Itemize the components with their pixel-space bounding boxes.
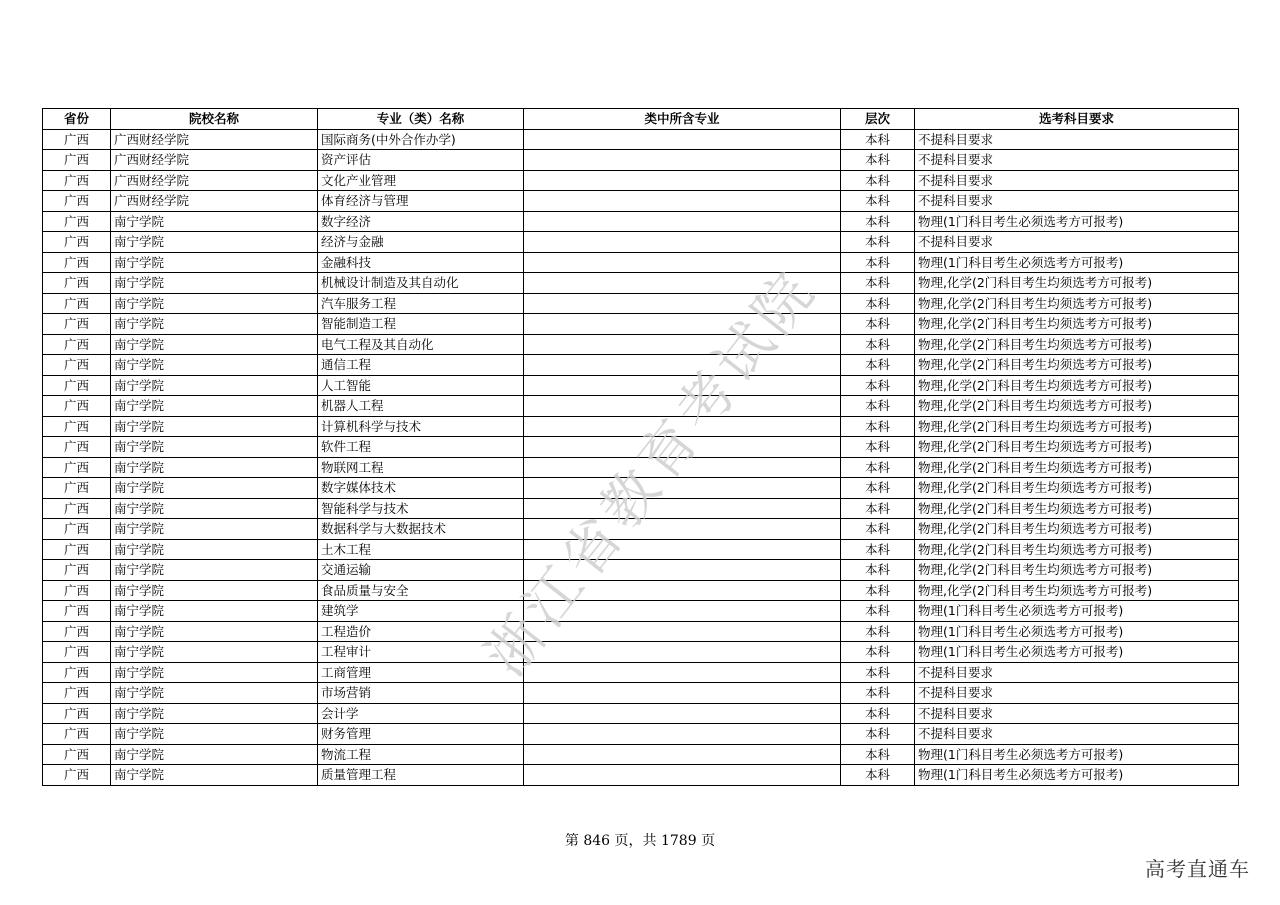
cell-province: 广西 — [43, 375, 111, 396]
cell-province: 广西 — [43, 724, 111, 745]
cell-major-name: 资产评估 — [318, 150, 524, 171]
cell-major-name: 物流工程 — [318, 744, 524, 765]
cell-level: 本科 — [841, 355, 915, 376]
cell-province: 广西 — [43, 437, 111, 458]
cell-province: 广西 — [43, 150, 111, 171]
cell-level: 本科 — [841, 191, 915, 212]
table-row — [43, 539, 1239, 560]
cell-included-majors — [524, 560, 841, 581]
cell-subject-requirement: 物理,化学(2门科目考生均须选考方可报考) — [915, 355, 1239, 376]
table-row — [43, 375, 1239, 396]
header-level: 层次 — [841, 109, 915, 130]
cell-subject-requirement: 不提科目要求 — [915, 662, 1239, 683]
cell-school-name: 南宁学院 — [111, 416, 318, 437]
cell-province: 广西 — [43, 334, 111, 355]
cell-major-name: 智能科学与技术 — [318, 498, 524, 519]
cell-subject-requirement: 物理,化学(2门科目考生均须选考方可报考) — [915, 437, 1239, 458]
cell-school-name: 南宁学院 — [111, 539, 318, 560]
cell-level: 本科 — [841, 293, 915, 314]
cell-included-majors — [524, 150, 841, 171]
cell-province: 广西 — [43, 232, 111, 253]
cell-subject-requirement: 不提科目要求 — [915, 129, 1239, 150]
cell-subject-requirement: 物理,化学(2门科目考生均须选考方可报考) — [915, 273, 1239, 294]
cell-included-majors — [524, 211, 841, 232]
table-row — [43, 724, 1239, 745]
table-row — [43, 642, 1239, 663]
table-row — [43, 683, 1239, 704]
cell-subject-requirement: 不提科目要求 — [915, 232, 1239, 253]
cell-level: 本科 — [841, 416, 915, 437]
cell-school-name: 南宁学院 — [111, 334, 318, 355]
header-included-majors: 类中所含专业 — [524, 109, 841, 130]
cell-subject-requirement: 物理(1门科目考生必须选考方可报考) — [915, 621, 1239, 642]
table-row — [43, 232, 1239, 253]
cell-included-majors — [524, 642, 841, 663]
cell-included-majors — [524, 539, 841, 560]
cell-included-majors — [524, 416, 841, 437]
cell-level: 本科 — [841, 621, 915, 642]
cell-level: 本科 — [841, 642, 915, 663]
table-row — [43, 703, 1239, 724]
cell-major-name: 金融科技 — [318, 252, 524, 273]
cell-major-name: 工商管理 — [318, 662, 524, 683]
table-row — [43, 170, 1239, 191]
cell-level: 本科 — [841, 150, 915, 171]
table-row — [43, 129, 1239, 150]
cell-province: 广西 — [43, 273, 111, 294]
table-row — [43, 478, 1239, 499]
table-row — [43, 416, 1239, 437]
cell-included-majors — [524, 457, 841, 478]
cell-level: 本科 — [841, 273, 915, 294]
cell-school-name: 广西财经学院 — [111, 191, 318, 212]
cell-school-name: 广西财经学院 — [111, 129, 318, 150]
cell-school-name: 南宁学院 — [111, 683, 318, 704]
table-header-row — [43, 109, 1239, 130]
cell-level: 本科 — [841, 375, 915, 396]
cell-major-name: 会计学 — [318, 703, 524, 724]
table-row — [43, 621, 1239, 642]
cell-included-majors — [524, 129, 841, 150]
table-row — [43, 519, 1239, 540]
cell-subject-requirement: 物理(1门科目考生必须选考方可报考) — [915, 765, 1239, 786]
cell-level: 本科 — [841, 437, 915, 458]
cell-province: 广西 — [43, 662, 111, 683]
cell-major-name: 物联网工程 — [318, 457, 524, 478]
cell-school-name: 南宁学院 — [111, 642, 318, 663]
cell-included-majors — [524, 355, 841, 376]
cell-major-name: 工程造价 — [318, 621, 524, 642]
cell-level: 本科 — [841, 396, 915, 417]
table-row — [43, 580, 1239, 601]
cell-subject-requirement: 物理,化学(2门科目考生均须选考方可报考) — [915, 416, 1239, 437]
cell-included-majors — [524, 437, 841, 458]
table-body — [43, 129, 1239, 785]
header-province: 省份 — [43, 109, 111, 130]
cell-level: 本科 — [841, 580, 915, 601]
table-row — [43, 334, 1239, 355]
cell-province: 广西 — [43, 457, 111, 478]
cell-included-majors — [524, 334, 841, 355]
table-row — [43, 273, 1239, 294]
cell-subject-requirement: 物理,化学(2门科目考生均须选考方可报考) — [915, 375, 1239, 396]
cell-school-name: 南宁学院 — [111, 560, 318, 581]
cell-level: 本科 — [841, 703, 915, 724]
cell-major-name: 国际商务(中外合作办学) — [318, 129, 524, 150]
cell-major-name: 计算机科学与技术 — [318, 416, 524, 437]
cell-subject-requirement: 物理,化学(2门科目考生均须选考方可报考) — [915, 334, 1239, 355]
cell-subject-requirement: 物理,化学(2门科目考生均须选考方可报考) — [915, 396, 1239, 417]
cell-subject-requirement: 物理,化学(2门科目考生均须选考方可报考) — [915, 314, 1239, 335]
table-row — [43, 150, 1239, 171]
cell-major-name: 市场营销 — [318, 683, 524, 704]
cell-school-name: 南宁学院 — [111, 580, 318, 601]
cell-level: 本科 — [841, 765, 915, 786]
table-row — [43, 560, 1239, 581]
cell-included-majors — [524, 314, 841, 335]
cell-subject-requirement: 物理,化学(2门科目考生均须选考方可报考) — [915, 580, 1239, 601]
cell-province: 广西 — [43, 129, 111, 150]
table-row — [43, 314, 1239, 335]
cell-included-majors — [524, 293, 841, 314]
cell-included-majors — [524, 724, 841, 745]
cell-subject-requirement: 物理,化学(2门科目考生均须选考方可报考) — [915, 498, 1239, 519]
cell-included-majors — [524, 498, 841, 519]
cell-school-name: 广西财经学院 — [111, 170, 318, 191]
cell-major-name: 智能制造工程 — [318, 314, 524, 335]
cell-level: 本科 — [841, 478, 915, 499]
cell-subject-requirement: 不提科目要求 — [915, 150, 1239, 171]
cell-subject-requirement: 物理,化学(2门科目考生均须选考方可报考) — [915, 478, 1239, 499]
watermark: 浙江省教育考试院 — [473, 257, 830, 689]
cell-province: 广西 — [43, 744, 111, 765]
cell-province: 广西 — [43, 519, 111, 540]
cell-school-name: 南宁学院 — [111, 662, 318, 683]
cell-level: 本科 — [841, 724, 915, 745]
cell-school-name: 广西财经学院 — [111, 150, 318, 171]
cell-included-majors — [524, 580, 841, 601]
cell-school-name: 南宁学院 — [111, 211, 318, 232]
cell-level: 本科 — [841, 601, 915, 622]
cell-included-majors — [524, 232, 841, 253]
table-row — [43, 355, 1239, 376]
cell-included-majors — [524, 683, 841, 704]
table-row — [43, 498, 1239, 519]
cell-level: 本科 — [841, 744, 915, 765]
cell-school-name: 南宁学院 — [111, 252, 318, 273]
header-school-name: 院校名称 — [111, 109, 318, 130]
cell-school-name: 南宁学院 — [111, 314, 318, 335]
cell-province: 广西 — [43, 211, 111, 232]
cell-province: 广西 — [43, 314, 111, 335]
cell-included-majors — [524, 744, 841, 765]
cell-school-name: 南宁学院 — [111, 498, 318, 519]
cell-school-name: 南宁学院 — [111, 457, 318, 478]
table-row — [43, 293, 1239, 314]
cell-major-name: 建筑学 — [318, 601, 524, 622]
cell-included-majors — [524, 252, 841, 273]
cell-subject-requirement: 不提科目要求 — [915, 724, 1239, 745]
table-row — [43, 601, 1239, 622]
cell-subject-requirement: 物理,化学(2门科目考生均须选考方可报考) — [915, 519, 1239, 540]
cell-major-name: 食品质量与安全 — [318, 580, 524, 601]
cell-major-name: 经济与金融 — [318, 232, 524, 253]
cell-major-name: 通信工程 — [318, 355, 524, 376]
cell-school-name: 南宁学院 — [111, 724, 318, 745]
cell-school-name: 南宁学院 — [111, 375, 318, 396]
cell-level: 本科 — [841, 252, 915, 273]
cell-province: 广西 — [43, 252, 111, 273]
cell-subject-requirement: 物理(1门科目考生必须选考方可报考) — [915, 642, 1239, 663]
cell-level: 本科 — [841, 334, 915, 355]
cell-province: 广西 — [43, 642, 111, 663]
cell-included-majors — [524, 396, 841, 417]
table-row — [43, 437, 1239, 458]
cell-subject-requirement: 不提科目要求 — [915, 683, 1239, 704]
cell-school-name: 南宁学院 — [111, 744, 318, 765]
cell-province: 广西 — [43, 170, 111, 191]
cell-level: 本科 — [841, 560, 915, 581]
table-row — [43, 662, 1239, 683]
cell-province: 广西 — [43, 478, 111, 499]
cell-level: 本科 — [841, 129, 915, 150]
cell-province: 广西 — [43, 621, 111, 642]
cell-subject-requirement: 物理,化学(2门科目考生均须选考方可报考) — [915, 539, 1239, 560]
cell-subject-requirement: 不提科目要求 — [915, 703, 1239, 724]
cell-subject-requirement: 物理,化学(2门科目考生均须选考方可报考) — [915, 560, 1239, 581]
cell-province: 广西 — [43, 498, 111, 519]
cell-included-majors — [524, 621, 841, 642]
cell-level: 本科 — [841, 170, 915, 191]
cell-subject-requirement: 不提科目要求 — [915, 191, 1239, 212]
table-row — [43, 252, 1239, 273]
cell-subject-requirement: 物理,化学(2门科目考生均须选考方可报考) — [915, 457, 1239, 478]
cell-major-name: 土木工程 — [318, 539, 524, 560]
table-row — [43, 765, 1239, 786]
cell-school-name: 南宁学院 — [111, 232, 318, 253]
cell-school-name: 南宁学院 — [111, 273, 318, 294]
cell-included-majors — [524, 170, 841, 191]
cell-major-name: 工程审计 — [318, 642, 524, 663]
cell-province: 广西 — [43, 396, 111, 417]
cell-major-name: 汽车服务工程 — [318, 293, 524, 314]
cell-level: 本科 — [841, 683, 915, 704]
cell-major-name: 人工智能 — [318, 375, 524, 396]
cell-major-name: 机器人工程 — [318, 396, 524, 417]
cell-province: 广西 — [43, 191, 111, 212]
cell-level: 本科 — [841, 457, 915, 478]
cell-subject-requirement: 不提科目要求 — [915, 170, 1239, 191]
cell-province: 广西 — [43, 416, 111, 437]
cell-major-name: 财务管理 — [318, 724, 524, 745]
cell-major-name: 质量管理工程 — [318, 765, 524, 786]
cell-included-majors — [524, 478, 841, 499]
cell-level: 本科 — [841, 211, 915, 232]
cell-major-name: 文化产业管理 — [318, 170, 524, 191]
cell-major-name: 数字经济 — [318, 211, 524, 232]
cell-school-name: 南宁学院 — [111, 621, 318, 642]
cell-level: 本科 — [841, 519, 915, 540]
cell-school-name: 南宁学院 — [111, 703, 318, 724]
cell-included-majors — [524, 191, 841, 212]
cell-major-name: 体育经济与管理 — [318, 191, 524, 212]
cell-included-majors — [524, 662, 841, 683]
cell-school-name: 南宁学院 — [111, 396, 318, 417]
cell-province: 广西 — [43, 683, 111, 704]
cell-major-name: 机械设计制造及其自动化 — [318, 273, 524, 294]
cell-province: 广西 — [43, 560, 111, 581]
cell-major-name: 电气工程及其自动化 — [318, 334, 524, 355]
admission-requirements-table — [42, 108, 1239, 786]
cell-included-majors — [524, 375, 841, 396]
cell-subject-requirement: 物理(1门科目考生必须选考方可报考) — [915, 252, 1239, 273]
cell-province: 广西 — [43, 539, 111, 560]
table-row — [43, 191, 1239, 212]
table-row — [43, 744, 1239, 765]
cell-level: 本科 — [841, 314, 915, 335]
cell-included-majors — [524, 765, 841, 786]
cell-level: 本科 — [841, 539, 915, 560]
cell-school-name: 南宁学院 — [111, 478, 318, 499]
header-subject-requirement: 选考科目要求 — [915, 109, 1239, 130]
cell-province: 广西 — [43, 703, 111, 724]
table-row — [43, 457, 1239, 478]
cell-included-majors — [524, 601, 841, 622]
table-row — [43, 211, 1239, 232]
cell-school-name: 南宁学院 — [111, 293, 318, 314]
cell-school-name: 南宁学院 — [111, 437, 318, 458]
cell-major-name: 数据科学与大数据技术 — [318, 519, 524, 540]
cell-major-name: 软件工程 — [318, 437, 524, 458]
cell-school-name: 南宁学院 — [111, 355, 318, 376]
cell-level: 本科 — [841, 498, 915, 519]
cell-school-name: 南宁学院 — [111, 601, 318, 622]
cell-province: 广西 — [43, 580, 111, 601]
cell-province: 广西 — [43, 355, 111, 376]
brand-logo-text: 高考直通车 — [1145, 857, 1250, 881]
cell-province: 广西 — [43, 293, 111, 314]
header-major-name: 专业（类）名称 — [318, 109, 524, 130]
cell-province: 广西 — [43, 765, 111, 786]
cell-subject-requirement: 物理(1门科目考生必须选考方可报考) — [915, 744, 1239, 765]
cell-major-name: 数字媒体技术 — [318, 478, 524, 499]
cell-included-majors — [524, 703, 841, 724]
cell-major-name: 交通运输 — [318, 560, 524, 581]
cell-province: 广西 — [43, 601, 111, 622]
cell-subject-requirement: 物理,化学(2门科目考生均须选考方可报考) — [915, 293, 1239, 314]
cell-school-name: 南宁学院 — [111, 765, 318, 786]
cell-level: 本科 — [841, 232, 915, 253]
table-row — [43, 396, 1239, 417]
cell-subject-requirement: 物理(1门科目考生必须选考方可报考) — [915, 211, 1239, 232]
cell-subject-requirement: 物理(1门科目考生必须选考方可报考) — [915, 601, 1239, 622]
cell-school-name: 南宁学院 — [111, 519, 318, 540]
page-number-footer: 第 846 页，共 1789 页 — [564, 833, 716, 849]
cell-level: 本科 — [841, 662, 915, 683]
cell-included-majors — [524, 519, 841, 540]
cell-included-majors — [524, 273, 841, 294]
